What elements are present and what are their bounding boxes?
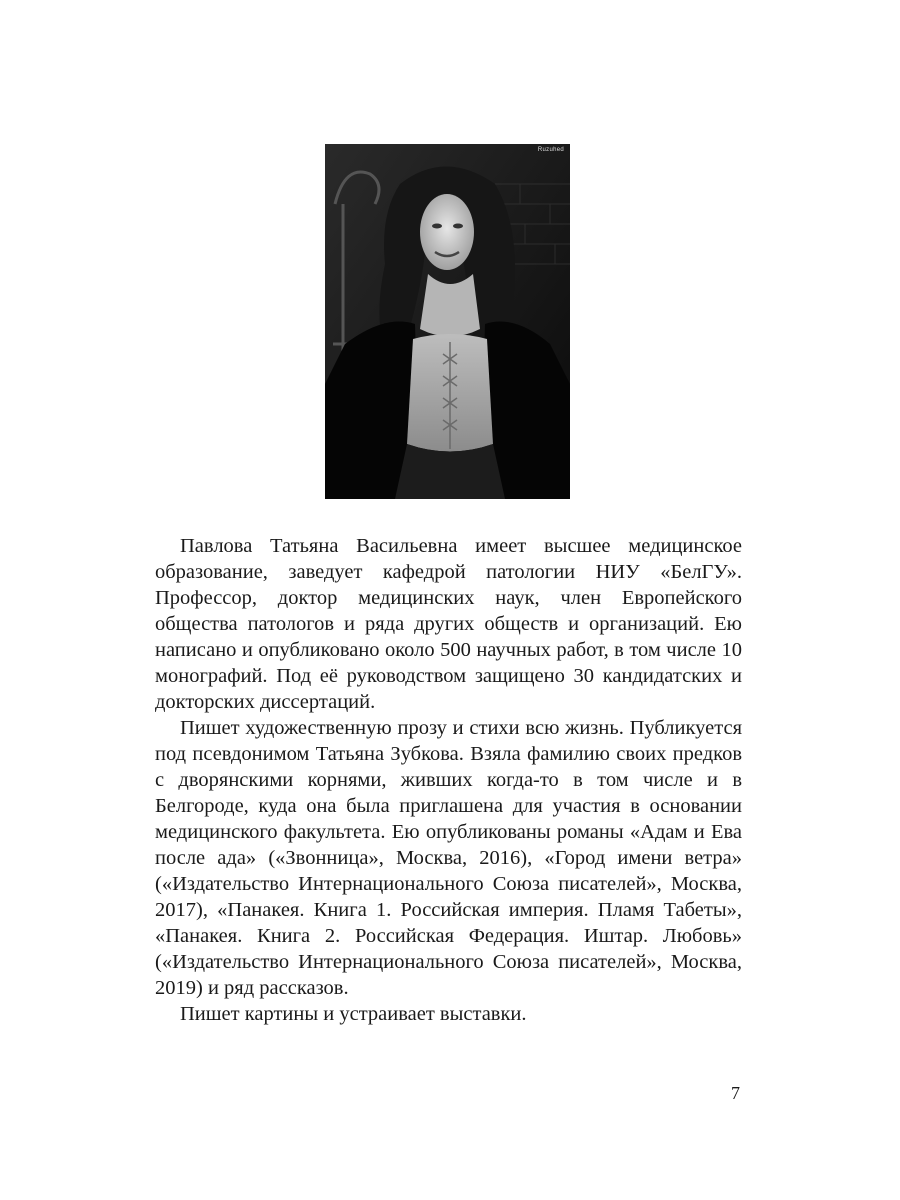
page-number: 7: [731, 1083, 740, 1103]
photo-credit: Ruzuhed: [537, 147, 564, 153]
paragraph-biography: Павлова Татьяна Васильевна имеет высшее медицинское образование, заведует кафедрой патологии НИУ «БелГУ». Профессор, доктор медицинских наук, член Европейского общества патологов и ряда других обществ и организаций. Ею написано и опубликовано около 500 научных работ, в том числе 10 монографий. Под её руководством защищено 30 кандидатских и докторских диссертаций.: [155, 535, 742, 713]
author-portrait-photo: [325, 144, 570, 499]
portrait-photo-icon: [325, 144, 570, 499]
paragraph-literary-work: Пишет художественную прозу и стихи всю жизнь. Публикуется под псевдонимом Татьяна Зубкова. Взяла фамилию своих предков с дворянскими корнями, живших когда-то в том числе и в Белгороде, куда она была приглашена для участия в основании медицинского факультета. Ею опубликованы романы «Адам и Ева после ада» («Звонница», Москва, 2016), «Город имени ветра» («Издательство Интернационального Союза писателей», Москва, 2017), «Панакея. Книга 1. Российская империя. Пламя Табеты», «Панакея. Книга 2. Российская Федерация. Иштар. Любовь» («Издательство Интернационального Союза писателей», Москва, 2019) и ряд рассказов.: [155, 717, 742, 999]
paragraph-paintings: Пишет картины и устраивает выставки.: [180, 1003, 527, 1025]
body-text: [155, 533, 742, 1027]
